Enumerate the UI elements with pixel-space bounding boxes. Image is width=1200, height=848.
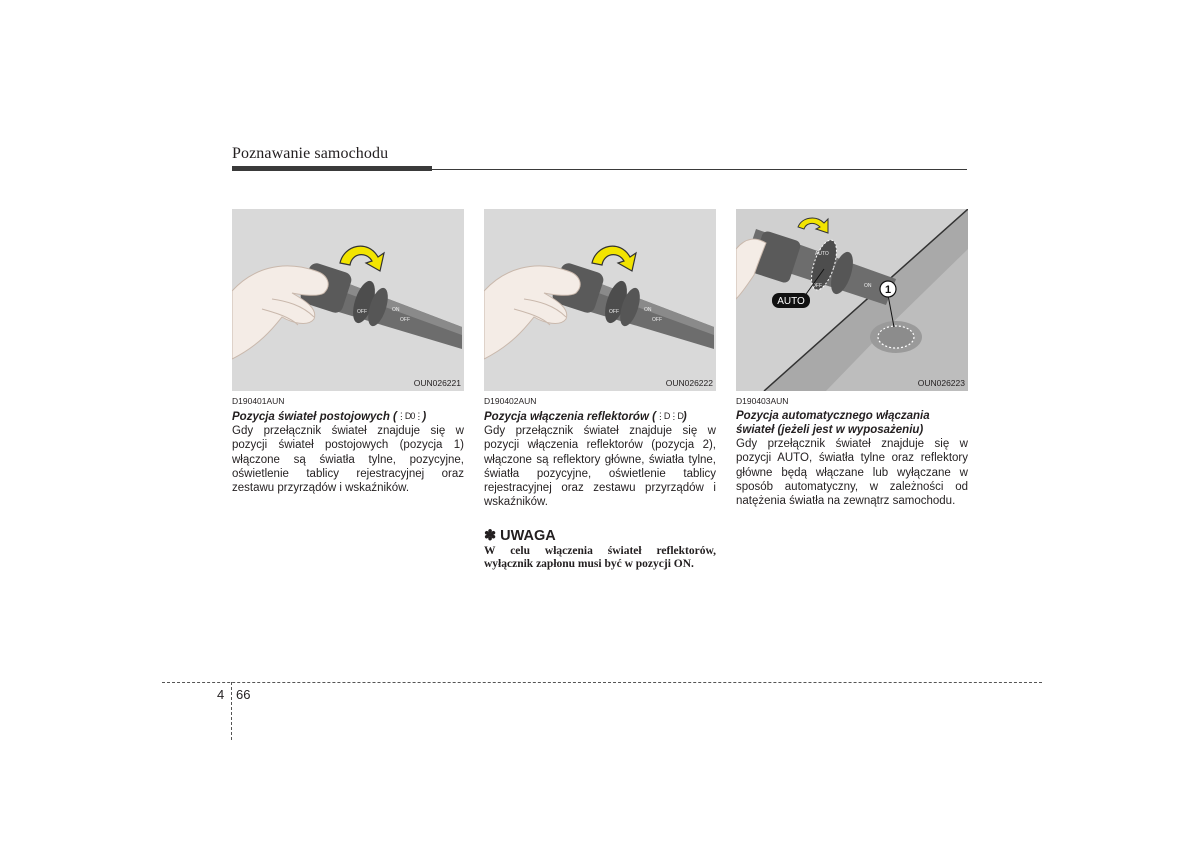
reference-code: D190402AUN: [484, 396, 537, 406]
illustration-stalk-position-1: [232, 209, 464, 391]
illustration-auto-position: [736, 209, 968, 391]
figure-code: OUN026223: [917, 378, 965, 388]
note-heading: ✽ UWAGA: [484, 527, 556, 544]
reference-code: D190401AUN: [232, 396, 285, 406]
subheading: Pozycja automatycznego włączania świateł (jeżeli jest w wyposażeniu): [736, 410, 930, 436]
illustration-stalk-position-2: [484, 209, 716, 391]
parking-light-icon: ⋮D0⋮: [396, 411, 423, 421]
figure-code: OUN026222: [665, 378, 713, 388]
header-rule-thin: [432, 169, 967, 170]
svg-text:OFF: OFF: [812, 283, 822, 289]
subheading: Pozycja świateł postojowych (⋮D0⋮): [232, 411, 427, 423]
section-parking-lights: [232, 209, 464, 495]
note-text: W celu włączenia świateł reflektorów, wyłącznik zapłonu musi być w pozycji ON.: [484, 544, 716, 571]
section-headlights: [484, 209, 716, 572]
page-header-title: Poznawanie samochodu: [232, 145, 389, 162]
svg-text:OFF: OFF: [357, 309, 367, 315]
stalk-on-label: ON: [392, 307, 400, 313]
figure-code: OUN026221: [413, 378, 461, 388]
figure-parking-lights: [232, 209, 464, 391]
header-rule-thick: [232, 166, 432, 171]
body-paragraph: Gdy przełącznik świateł znajduje się w pozycji włączenia reflektorów (pozycja 2), włączone są reflektory główne, światła tylne, światła pozycyjne, oświetlenie tablicy rejestracyjnej oraz zestawu przyrządów i wskaźników.: [484, 425, 716, 509]
svg-text:OFF: OFF: [609, 309, 619, 315]
svg-text:ON: ON: [644, 307, 652, 313]
auto-callout-label: AUTO: [777, 296, 805, 307]
body-paragraph: Gdy przełącznik świateł znajduje się w pozycji świateł postojowych (pozycja 1) włączone są światła tylne, pozycyjne, oświetlenie tablicy rejestracyjnej oraz zestawu przyrządów i wskaźników.: [232, 425, 464, 495]
section-auto-lights: [736, 209, 968, 508]
svg-text:AUTO: AUTO: [815, 251, 829, 257]
chapter-number: 4: [217, 687, 225, 702]
headlight-icon: ⋮D⋮D: [655, 411, 683, 421]
svg-text:ON: ON: [864, 283, 872, 289]
svg-text:OFF: OFF: [400, 317, 410, 323]
page-number: 66: [236, 687, 251, 702]
subheading: Pozycja włączenia reflektorów (⋮D⋮D): [484, 411, 687, 423]
svg-text:OFF: OFF: [652, 317, 662, 323]
footer-vertical-divider: [231, 682, 232, 740]
body-paragraph: Gdy przełącznik świateł znajduje się w pozycji AUTO, światła tylne oraz reflektory główne będą włączane lub wyłączane w sposób automatyczny, w zależności od natężenia światła na zewnątrz samochodu.: [736, 438, 968, 508]
footer-divider: [162, 682, 1042, 683]
figure-auto-lights: [736, 209, 968, 391]
sensor-callout-number: 1: [884, 284, 892, 296]
figure-headlights: [484, 209, 716, 391]
reference-code: D190403AUN: [736, 396, 789, 406]
